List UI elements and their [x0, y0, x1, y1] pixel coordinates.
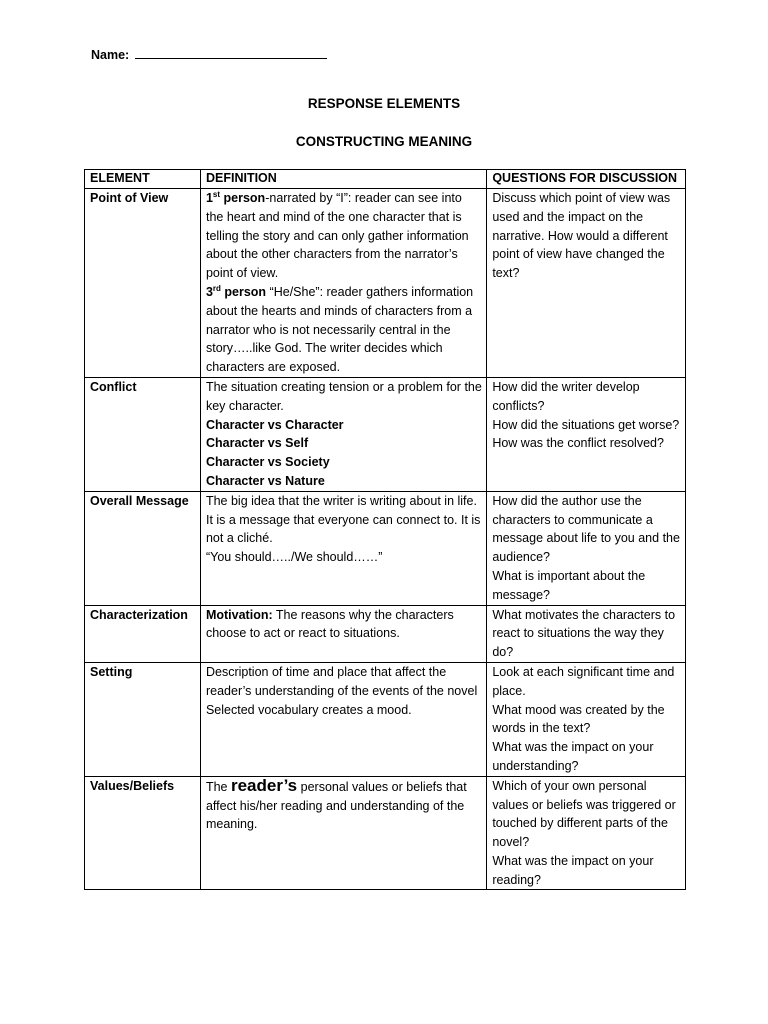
- table-row: [85, 776, 686, 890]
- table-header-row: [85, 170, 686, 189]
- question-text: Discuss which point of view was used and the impact on the narrative. How would a different point of view have changed the text?: [492, 191, 671, 281]
- question-text: How did the situations get worse?: [492, 417, 680, 432]
- definition-cell: [200, 189, 486, 378]
- response-elements-table: [84, 169, 686, 890]
- question-text: What was the impact on your understanding?: [492, 740, 654, 773]
- conflict-type: Character vs Nature: [205, 473, 325, 488]
- table-row: [85, 662, 686, 776]
- element-cell: Setting: [85, 662, 201, 776]
- element-cell: Values/Beliefs: [85, 776, 201, 890]
- questions-cell: [487, 377, 686, 491]
- definition-text: The big idea that the writer is writing about in life. It is a message that everyone can connect to. It is not a cliché.: [205, 493, 481, 546]
- name-blank-line: [135, 46, 327, 59]
- definition-cell: [200, 662, 486, 776]
- table-row: [85, 189, 686, 378]
- element-cell: Conflict: [85, 377, 201, 491]
- definition-quote: “You should…../We should……”: [205, 550, 383, 565]
- question-text: How was the conflict resolved?: [492, 436, 664, 451]
- definition-cell: [200, 776, 486, 890]
- questions-cell: [487, 491, 686, 605]
- element-cell: Overall Message: [85, 491, 201, 605]
- page-subtitle: CONSTRUCTING MEANING: [295, 134, 473, 149]
- definition-text: The situation creating tension or a problem for the key character.: [205, 379, 482, 413]
- column-header-element: ELEMENT: [85, 170, 201, 189]
- question-text: Look at each significant time and place.: [492, 664, 675, 698]
- definition-cell: [200, 491, 486, 605]
- conflict-type: Character vs Society: [205, 455, 330, 470]
- definition-text: Motivation: The reasons why the characters choose to act or react to situations.: [205, 607, 454, 641]
- definition-cell: [200, 377, 486, 491]
- question-text: What motivates the characters to react to situations the way they do?: [492, 607, 676, 660]
- question-text: How did the author use the characters to communicate a message about life to you and the audience?: [492, 493, 680, 565]
- question-text: What was the impact on your reading?: [492, 853, 654, 887]
- first-person-definition: 1st person-narrated by “I”: reader can see into the heart and mind of the one character that is telling the story and can only gather information about the other characters from the narrator’s point of view.: [205, 189, 469, 281]
- column-header-definition: DEFINITION: [200, 170, 486, 189]
- element-cell: Characterization: [85, 605, 201, 662]
- column-header-questions: QUESTIONS FOR DISCUSSION: [487, 170, 686, 189]
- question-text: Which of your own personal values or beliefs was triggered or touched by different parts of the novel?: [492, 778, 676, 850]
- page-title: RESPONSE ELEMENTS: [307, 96, 461, 111]
- question-text: What mood was created by the words in the text?: [492, 702, 665, 736]
- table-row: [85, 491, 686, 605]
- table-row: [85, 605, 686, 662]
- conflict-type: Character vs Self: [205, 436, 309, 451]
- questions-cell: [487, 776, 686, 890]
- definition-cell: [200, 605, 486, 662]
- third-person-definition: 3rd person “He/She”: reader gathers information about the hearts and minds of characters from a narrator who is not necessarily central in the story…..like God. The writer decides which characters are exposed.: [205, 283, 474, 375]
- question-text: What is important about the message?: [492, 568, 646, 602]
- name-field: [91, 46, 327, 62]
- conflict-type: Character vs Character: [205, 417, 344, 432]
- questions-cell: [487, 662, 686, 776]
- definition-text: Description of time and place that affect the reader’s understanding of the events of the novel: [205, 664, 478, 698]
- definition-text: The reader’s personal values or beliefs that affect his/her reading and understanding of the meaning.: [205, 775, 467, 832]
- question-text: How did the writer develop conflicts?: [492, 379, 640, 413]
- questions-cell: [487, 189, 686, 378]
- definition-text: Selected vocabulary creates a mood.: [205, 702, 412, 717]
- name-label: Name:: [91, 48, 130, 62]
- table-row: [85, 377, 686, 491]
- questions-cell: [487, 605, 686, 662]
- element-cell: Point of View: [85, 189, 201, 378]
